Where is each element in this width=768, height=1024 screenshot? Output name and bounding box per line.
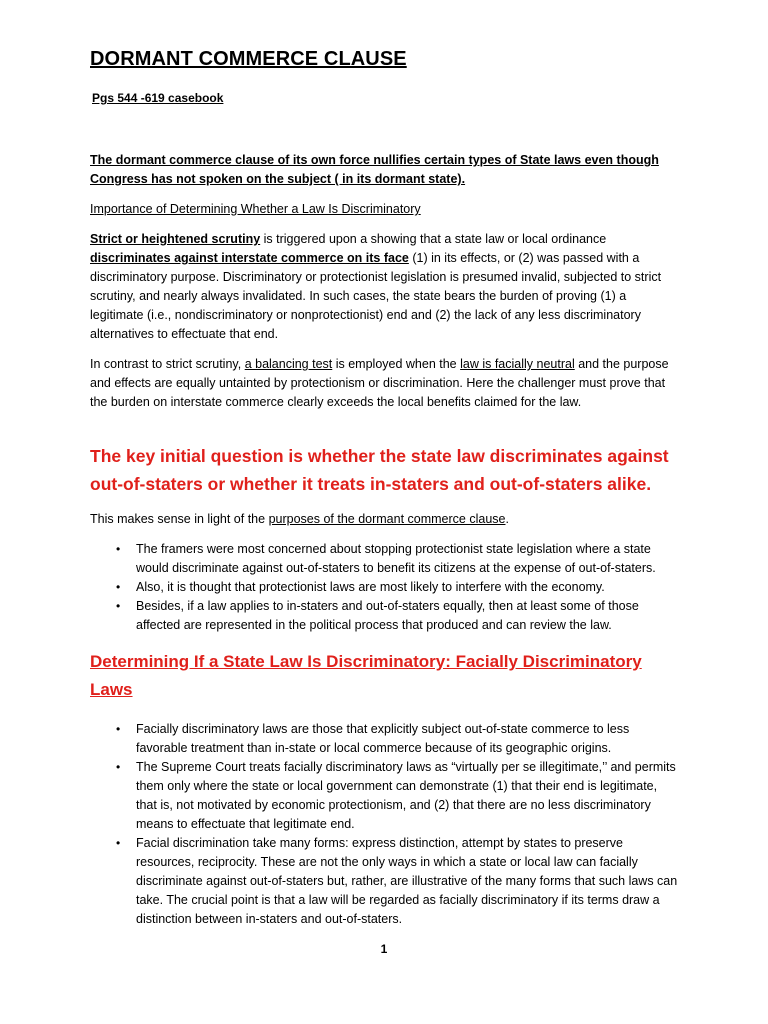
purposes-intro [90, 510, 680, 529]
text-run: is employed when the [332, 357, 461, 371]
text-run: This makes sense in light of the [90, 512, 269, 526]
list-item-text: The Supreme Court treats facially discriminatory laws as “virtually per se illegitimate,’’ and permits them only where the state or local government can demonstrate (1) that their end is legitimate, that is, not motivated by economic protectionism, and (2) that there are no less discriminatory means to effectuate that legitimate end. [136, 760, 676, 831]
strict-scrutiny-paragraph [90, 230, 680, 344]
bullet-icon: • [116, 580, 121, 594]
bullet-icon: • [116, 760, 121, 774]
balancing-test-paragraph [90, 355, 680, 412]
intro-paragraph: The dormant commerce clause of its own force nullifies certain types of State laws even though Congress has not spoken on the subject ( in its dormant state). [90, 153, 659, 186]
list-item [116, 834, 680, 929]
balancing-test-term: a balancing test [244, 357, 333, 371]
list-item [116, 578, 680, 597]
key-question-heading: The key initial question is whether the state law discriminates against out-of-staters or whether it treats in-staters and out-of-staters alike. [90, 446, 669, 494]
page-number: 1 [380, 942, 388, 956]
list-item [116, 597, 680, 635]
importance-heading: Importance of Determining Whether a Law Is Discriminatory [90, 202, 421, 216]
text-run: In contrast to strict scrutiny, [90, 357, 245, 371]
list-item-text: Facially discriminatory laws are those that explicitly subject out-of-state commerce to less favorable treatment than in-state or local commerce because of its geographic origins. [136, 722, 630, 755]
text-run: and the purpose and effects are equally untainted by protectionism or discrimination. Here the challenger must prove that the burden on interstate commerce clearly exceeds the local benefits claimed for the law. [90, 357, 669, 409]
list-item-text: The framers were most concerned about stopping protectionist state legislation where a state would discriminate against out-of-staters to benefit its citizens at the expense of out-of-staters. [136, 542, 656, 575]
text-run: . [505, 512, 509, 526]
list-item [116, 540, 680, 578]
discriminates-phrase: discriminates against interstate commerce on its face [90, 251, 409, 265]
facially-neutral-term: law is facially neutral [460, 357, 575, 371]
bullet-icon: • [116, 599, 121, 613]
text-run: is triggered upon a showing that a state law or local ordinance [260, 232, 607, 246]
page-content [90, 48, 680, 929]
text-run: (1) in its effects, or (2) was passed with a discriminatory purpose. Discriminatory or protectionist legislation is presumed invalid, subjected to strict scrutiny, and nearly always invalidated. In such cases, the state bears the burden of proving (1) a legitimate (i.e., nondiscriminatory or nonprotectionist) end and (2) the lack of any less discriminatory alternatives to effectuate that end. [90, 251, 662, 341]
bullet-icon: • [116, 722, 121, 736]
list-item [116, 720, 680, 758]
document-title: DORMANT COMMERCE CLAUSE [90, 48, 407, 70]
bullet-icon: • [116, 542, 121, 556]
facial-discrimination-list [90, 720, 680, 929]
purposes-link-text: purposes of the dormant commerce clause [268, 512, 506, 526]
section-heading: Determining If a State Law Is Discriminatory: Facially Discriminatory Laws [90, 652, 642, 699]
list-item [116, 758, 680, 834]
pages-reference: Pgs 544 -619 casebook [92, 91, 224, 105]
bullet-icon: • [116, 836, 121, 850]
strict-scrutiny-term: Strict or heightened scrutiny [90, 232, 261, 246]
list-item-text: Facial discrimination take many forms: express distinction, attempt by states to preserve resources, reciprocity. These are not the only ways in which a state or local law can facially discriminate against out-of-staters but, rather, are illustrative of the many forms that such laws can take. The crucial point is that a law will be regarded as facially discriminatory if its terms draw a distinction between in-staters and out-of-staters. [136, 836, 678, 926]
purposes-list [90, 540, 680, 635]
list-item-text: Besides, if a law applies to in-staters and out-of-staters equally, then at least some of those affected are represented in the political process that produced and can review the law. [136, 599, 639, 632]
list-item-text: Also, it is thought that protectionist laws are most likely to interfere with the economy. [136, 580, 605, 594]
